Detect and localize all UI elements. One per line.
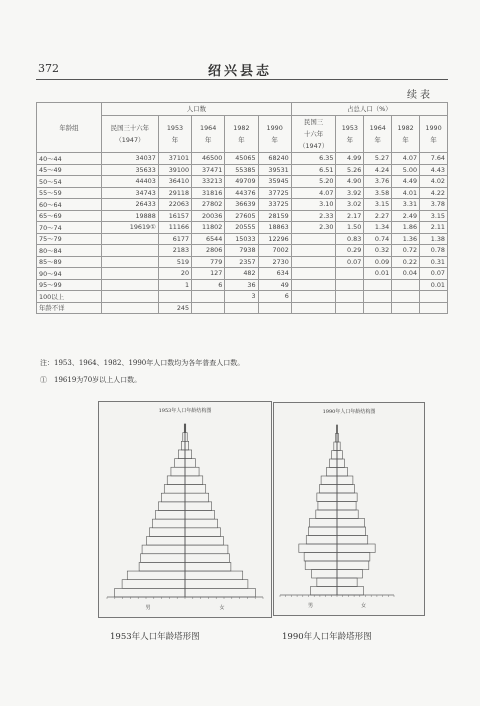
population-cell: 36: [225, 279, 258, 291]
population-cell: 2357: [225, 256, 258, 268]
pct-year-header: [336, 116, 364, 153]
pyramid-1953: [98, 401, 272, 618]
pyramid-bar-left: [304, 553, 337, 562]
percentage-cell: 0.22: [392, 256, 420, 268]
caption-1953: 1953年人口年龄塔形图: [110, 632, 200, 642]
percentage-cell: 6.51: [291, 164, 336, 176]
pyramid-bar-left: [122, 580, 185, 589]
percentage-header: 占总人口（%）: [291, 103, 447, 116]
pct-year-header-line: 年: [346, 136, 354, 144]
population-cell: 39100: [158, 164, 191, 176]
percentage-cell: 5.00: [392, 164, 420, 176]
population-cell: 634: [258, 268, 291, 280]
percentage-cell: 1.36: [392, 233, 420, 245]
population-cell: [192, 302, 225, 314]
pyramid-1953-plot: [99, 402, 271, 617]
header-row-1: [37, 103, 448, 116]
age-group-cell: 年龄不详: [37, 302, 102, 314]
percentage-cell: 0.04: [392, 268, 420, 280]
pyramid-bar-left: [317, 493, 337, 502]
year-header-line: 1953: [166, 124, 184, 132]
pyramid-bar-right: [185, 588, 255, 597]
pyramid-bar-right: [337, 519, 365, 528]
pyramid-bar-left: [305, 561, 337, 570]
percentage-cell: 0.78: [420, 245, 448, 257]
percentage-cell: 2.49: [392, 210, 420, 222]
continued-label: 续表: [407, 90, 433, 101]
pyramid-bar-right: [185, 459, 195, 468]
population-cell: 6544: [192, 233, 225, 245]
percentage-cell: [291, 268, 336, 280]
population-cell: 127: [192, 268, 225, 280]
population-cell: 18863: [258, 222, 291, 234]
pyramid-bar-right: [185, 467, 199, 476]
percentage-cell: [336, 291, 364, 303]
population-cell: 779: [192, 256, 225, 268]
caption-1990: 1990年人口年龄塔形图: [282, 632, 372, 642]
percentage-cell: 2.30: [291, 222, 336, 234]
age-group-cell: 90～94: [37, 268, 102, 280]
pyramid-bar-right: [185, 554, 229, 563]
population-cell: 37471: [192, 164, 225, 176]
population-cell: [102, 233, 159, 245]
year-header-line: 民国三十六年: [110, 124, 150, 132]
age-group-cell: 80～84: [37, 245, 102, 257]
pyramid-bar-right: [337, 561, 369, 570]
percentage-cell: [420, 291, 448, 303]
age-group-cell: 55～59: [37, 187, 102, 199]
percentage-cell: 3.02: [336, 199, 364, 211]
population-cell: 6177: [158, 233, 191, 245]
pyramid-bar-left: [178, 450, 185, 459]
percentage-cell: 0.32: [364, 245, 392, 257]
pct-year-header-line: 1990: [425, 124, 442, 132]
population-cell: 49709: [225, 176, 258, 188]
age-group-cell: 95～99: [37, 279, 102, 291]
year-header: [158, 116, 191, 153]
percentage-cell: 4.07: [392, 153, 420, 165]
population-cell: 1: [158, 279, 191, 291]
age-group-cell: 75～79: [37, 233, 102, 245]
year-header-line: 年: [171, 136, 179, 144]
pct-year-header: [364, 116, 392, 153]
population-cell: 19888: [102, 210, 159, 222]
population-cell: 6: [258, 291, 291, 303]
pyramid-bar-left: [312, 570, 337, 579]
table-row: [37, 291, 448, 303]
year-header: [102, 116, 159, 153]
pct-year-header: [420, 116, 448, 153]
header-rule: [36, 79, 448, 80]
pyramid-bar-left: [142, 545, 185, 554]
table-row: [37, 302, 448, 314]
pct-year-header: [392, 116, 420, 153]
population-cell: [102, 268, 159, 280]
pyramid-bar-right: [185, 485, 206, 494]
percentage-cell: 3.92: [336, 187, 364, 199]
population-cell: 7938: [225, 245, 258, 257]
population-cell: 6: [192, 279, 225, 291]
percentage-cell: 4.90: [336, 176, 364, 188]
percentage-cell: 4.01: [392, 187, 420, 199]
population-cell: 20036: [192, 210, 225, 222]
population-cell: [158, 291, 191, 303]
pyramid-bar-left: [115, 588, 185, 597]
population-cell: 27802: [192, 199, 225, 211]
pyramid-bar-right: [185, 528, 221, 537]
percentage-cell: 3.10: [291, 199, 336, 211]
pyramid-bar-left: [164, 485, 185, 494]
table-row: [37, 153, 448, 165]
pyramid-bar-right: [185, 433, 187, 442]
age-group-cell: 50～54: [37, 176, 102, 188]
pyramid-1990-title: 1990年人口年龄结构图: [322, 409, 376, 415]
percentage-cell: 3.58: [364, 187, 392, 199]
age-group-cell: 40～44: [37, 153, 102, 165]
percentage-cell: 3.78: [420, 199, 448, 211]
axis-label: 女: [219, 605, 225, 611]
percentage-cell: 4.43: [420, 164, 448, 176]
table-row: [37, 268, 448, 280]
population-cell: 11166: [158, 222, 191, 234]
population-cell: [258, 302, 291, 314]
population-cell: 245: [158, 302, 191, 314]
percentage-cell: 5.26: [336, 164, 364, 176]
percentage-cell: [291, 233, 336, 245]
population-cell: 20: [158, 268, 191, 280]
pyramid-bar-left: [320, 485, 337, 494]
age-group-cell: 70～74: [37, 222, 102, 234]
pct-year-header-line: 年: [402, 136, 409, 144]
book-title: 绍兴县志: [207, 64, 272, 79]
percentage-cell: 0.01: [364, 268, 392, 280]
pyramid-bar-left: [308, 527, 337, 536]
population-cell: 29118: [158, 187, 191, 199]
percentage-cell: [291, 245, 336, 257]
table-row: [37, 187, 448, 199]
pyramid-bar-right: [185, 441, 189, 450]
pyramid-1953-title: 1953年人口年龄结构图: [158, 408, 212, 414]
population-cell: 20555: [225, 222, 258, 234]
percentage-cell: [364, 279, 392, 291]
population-header: 人口数: [102, 103, 292, 116]
percentage-cell: 4.22: [420, 187, 448, 199]
pyramid-bar-right: [337, 476, 353, 485]
percentage-cell: [392, 279, 420, 291]
table-note: 注：1953、1964、1982、1990年人口数均为各年普查人口数。: [40, 359, 245, 367]
table-row: [37, 176, 448, 188]
population-cell: [102, 245, 159, 257]
population-cell: 37101: [158, 153, 191, 165]
pyramid-bar-right: [185, 493, 209, 502]
pyramid-bar-left: [147, 536, 185, 545]
pyramid-bar-right: [185, 519, 218, 528]
population-cell: 19619①: [102, 222, 159, 234]
pyramid-bar-right: [337, 493, 357, 502]
pyramid-bar-left: [175, 459, 185, 468]
pyramid-bar-right: [185, 545, 228, 554]
pct-year-header-line: 1953: [341, 124, 358, 132]
pyramid-bar-right: [337, 553, 370, 562]
year-header-line: 1964: [200, 124, 217, 132]
pyramid-bar-left: [332, 451, 337, 460]
percentage-cell: [291, 291, 336, 303]
percentage-cell: 2.33: [291, 210, 336, 222]
population-cell: [225, 302, 258, 314]
pyramid-bar-right: [337, 459, 344, 468]
population-cell: 45065: [225, 153, 258, 165]
pct-year-header-line: 年: [374, 136, 381, 144]
percentage-cell: 0.07: [336, 256, 364, 268]
population-table: [36, 102, 448, 314]
table-row: [37, 164, 448, 176]
population-cell: 39531: [258, 164, 291, 176]
pyramid-bar-left: [316, 510, 337, 519]
percentage-cell: 2.11: [420, 222, 448, 234]
percentage-cell: [364, 291, 392, 303]
table-row: [37, 233, 448, 245]
population-cell: 36410: [158, 176, 191, 188]
pyramid-bar-left: [158, 502, 185, 511]
pyramid-bar-right: [185, 450, 192, 459]
pyramid-bar-left: [141, 554, 185, 563]
axis-label: 女: [360, 603, 367, 609]
pyramid-bar-left: [127, 571, 185, 580]
population-cell: 31816: [192, 187, 225, 199]
percentage-cell: 0.29: [336, 245, 364, 257]
pyramid-bar-left: [149, 528, 185, 537]
population-cell: 34037: [102, 153, 159, 165]
table-row: [37, 245, 448, 257]
pyramid-bar-right: [185, 536, 223, 545]
pyramid-bar-left: [317, 578, 337, 587]
pct-year-header-line: （1947）: [299, 142, 329, 150]
pyramid-bar-left: [171, 467, 185, 476]
percentage-cell: 0.09: [364, 256, 392, 268]
pct-year-header-line: 1964: [369, 124, 386, 132]
percentage-cell: [336, 302, 364, 314]
population-cell: 28159: [258, 210, 291, 222]
pct-year-header-line: 民国三: [304, 118, 324, 126]
pyramid-bar-right: [337, 468, 348, 477]
year-header-line: 年: [238, 136, 245, 144]
percentage-cell: 6.35: [291, 153, 336, 165]
pyramid-bar-right: [337, 485, 354, 494]
population-cell: 44403: [102, 176, 159, 188]
percentage-cell: 3.15: [364, 199, 392, 211]
percentage-cell: 7.64: [420, 153, 448, 165]
pyramid-bar-right: [337, 442, 340, 451]
pyramid-bar-right: [337, 502, 356, 511]
population-cell: 482: [225, 268, 258, 280]
population-cell: 2183: [158, 245, 191, 257]
pyramid-bar-left: [330, 459, 337, 468]
percentage-cell: 3.31: [392, 199, 420, 211]
axis-label: 男: [145, 605, 151, 611]
percentage-cell: 4.49: [392, 176, 420, 188]
percentage-cell: 1.86: [392, 222, 420, 234]
population-cell: 7002: [258, 245, 291, 257]
population-cell: 2730: [258, 256, 291, 268]
pyramid-bar-right: [185, 502, 212, 511]
population-cell: 35633: [102, 164, 159, 176]
population-cell: 519: [158, 256, 191, 268]
table-row: [37, 199, 448, 211]
pyramid-bar-left: [318, 502, 337, 511]
percentage-cell: 4.07: [291, 187, 336, 199]
population-cell: 35945: [258, 176, 291, 188]
population-cell: 11802: [192, 222, 225, 234]
percentage-cell: 3.15: [420, 210, 448, 222]
population-cell: 26433: [102, 199, 159, 211]
pyramid-bar-left: [334, 442, 337, 451]
percentage-cell: [364, 302, 392, 314]
percentage-cell: [291, 256, 336, 268]
pct-year-header-line: 年: [430, 136, 437, 144]
population-cell: 44376: [225, 187, 258, 199]
percentage-cell: 5.27: [364, 153, 392, 165]
year-header: [192, 116, 225, 153]
pct-year-header-line: 1982: [397, 124, 414, 132]
population-cell: [102, 302, 159, 314]
pyramid-bar-left: [326, 468, 337, 477]
population-cell: 34743: [102, 187, 159, 199]
year-header-line: （1947）: [115, 136, 145, 144]
pyramid-bar-right: [337, 536, 368, 545]
pyramid-bar-left: [181, 441, 185, 450]
pyramid-bar-right: [337, 510, 358, 519]
percentage-cell: 0.72: [392, 245, 420, 257]
footnote: ① 19619为70岁以上人口数。: [40, 376, 142, 384]
page-number: 372: [38, 62, 59, 75]
population-cell: 15033: [225, 233, 258, 245]
axis-label: 男: [307, 603, 314, 609]
pyramid-bar-right: [337, 570, 362, 579]
pyramid-1990: [273, 402, 425, 616]
table-row: [37, 279, 448, 291]
population-cell: 2806: [192, 245, 225, 257]
pyramid-bar-right: [185, 511, 215, 520]
pyramid-bar-left: [299, 544, 337, 553]
year-header-line: 年: [271, 136, 278, 144]
year-header-line: 1990: [266, 124, 283, 132]
percentage-cell: 4.02: [420, 176, 448, 188]
pyramid-bar-right: [337, 587, 364, 596]
pyramid-bar-left: [155, 511, 185, 520]
percentage-cell: 0.83: [336, 233, 364, 245]
population-cell: [102, 256, 159, 268]
pyramid-bar-right: [337, 578, 357, 587]
percentage-cell: 2.17: [336, 210, 364, 222]
pyramid-bar-right: [337, 527, 366, 536]
population-cell: 33725: [258, 199, 291, 211]
percentage-cell: [392, 291, 420, 303]
age-group-header: 年龄组: [37, 103, 102, 153]
pyramid-bar-left: [321, 476, 337, 485]
pyramid-bar-right: [337, 544, 375, 553]
percentage-cell: [392, 302, 420, 314]
population-cell: 46500: [192, 153, 225, 165]
pyramid-bar-left: [311, 587, 338, 596]
population-cell: 33213: [192, 176, 225, 188]
pyramid-bar-left: [167, 476, 185, 485]
pyramid-1990-plot: [274, 403, 424, 615]
population-cell: 49: [258, 279, 291, 291]
percentage-cell: 0.01: [420, 279, 448, 291]
table-row: [37, 210, 448, 222]
pyramid-bar-left: [139, 562, 185, 571]
population-cell: 27605: [225, 210, 258, 222]
table-row: [37, 222, 448, 234]
percentage-cell: 5.20: [291, 176, 336, 188]
age-group-cell: 45～49: [37, 164, 102, 176]
pyramid-bar-right: [185, 562, 231, 571]
percentage-cell: [336, 279, 364, 291]
population-cell: 22063: [158, 199, 191, 211]
age-group-cell: 85～89: [37, 256, 102, 268]
age-group-cell: 60～64: [37, 199, 102, 211]
percentage-cell: 2.27: [364, 210, 392, 222]
pyramid-bar-right: [185, 476, 203, 485]
percentage-cell: [420, 302, 448, 314]
percentage-cell: [336, 268, 364, 280]
year-header-line: 1982: [233, 124, 250, 132]
year-header: [225, 116, 258, 153]
population-cell: 12296: [258, 233, 291, 245]
pyramid-bar-left: [161, 493, 185, 502]
year-header: [258, 116, 291, 153]
percentage-cell: [291, 279, 336, 291]
year-header-line: 年: [204, 136, 212, 144]
pct-year-header: [291, 116, 336, 153]
pct-year-header-line: 十六年: [304, 130, 324, 138]
percentage-cell: 4.99: [336, 153, 364, 165]
pyramid-bar-right: [185, 571, 243, 580]
percentage-cell: 3.76: [364, 176, 392, 188]
percentage-cell: 0.31: [420, 256, 448, 268]
pyramid-bar-left: [152, 519, 185, 528]
age-group-cell: 100以上: [37, 291, 102, 303]
table-row: [37, 256, 448, 268]
pyramid-bar-left: [309, 519, 337, 528]
pyramid-bar-left: [306, 536, 337, 545]
population-cell: [102, 291, 159, 303]
percentage-cell: [291, 302, 336, 314]
population-cell: [192, 291, 225, 303]
population-cell: 16157: [158, 210, 191, 222]
percentage-cell: 1.50: [336, 222, 364, 234]
percentage-cell: 0.07: [420, 268, 448, 280]
population-cell: 68240: [258, 153, 291, 165]
age-group-cell: 65～69: [37, 210, 102, 222]
population-cell: 37725: [258, 187, 291, 199]
population-cell: 55385: [225, 164, 258, 176]
percentage-cell: 1.38: [420, 233, 448, 245]
pyramid-bar-left: [183, 433, 185, 442]
percentage-cell: 4.24: [364, 164, 392, 176]
population-cell: 3: [225, 291, 258, 303]
percentage-cell: 0.74: [364, 233, 392, 245]
pyramid-bar-right: [337, 451, 342, 460]
population-cell: 36639: [225, 199, 258, 211]
population-cell: [102, 279, 159, 291]
pyramid-bar-right: [185, 580, 248, 589]
percentage-cell: 1.34: [364, 222, 392, 234]
